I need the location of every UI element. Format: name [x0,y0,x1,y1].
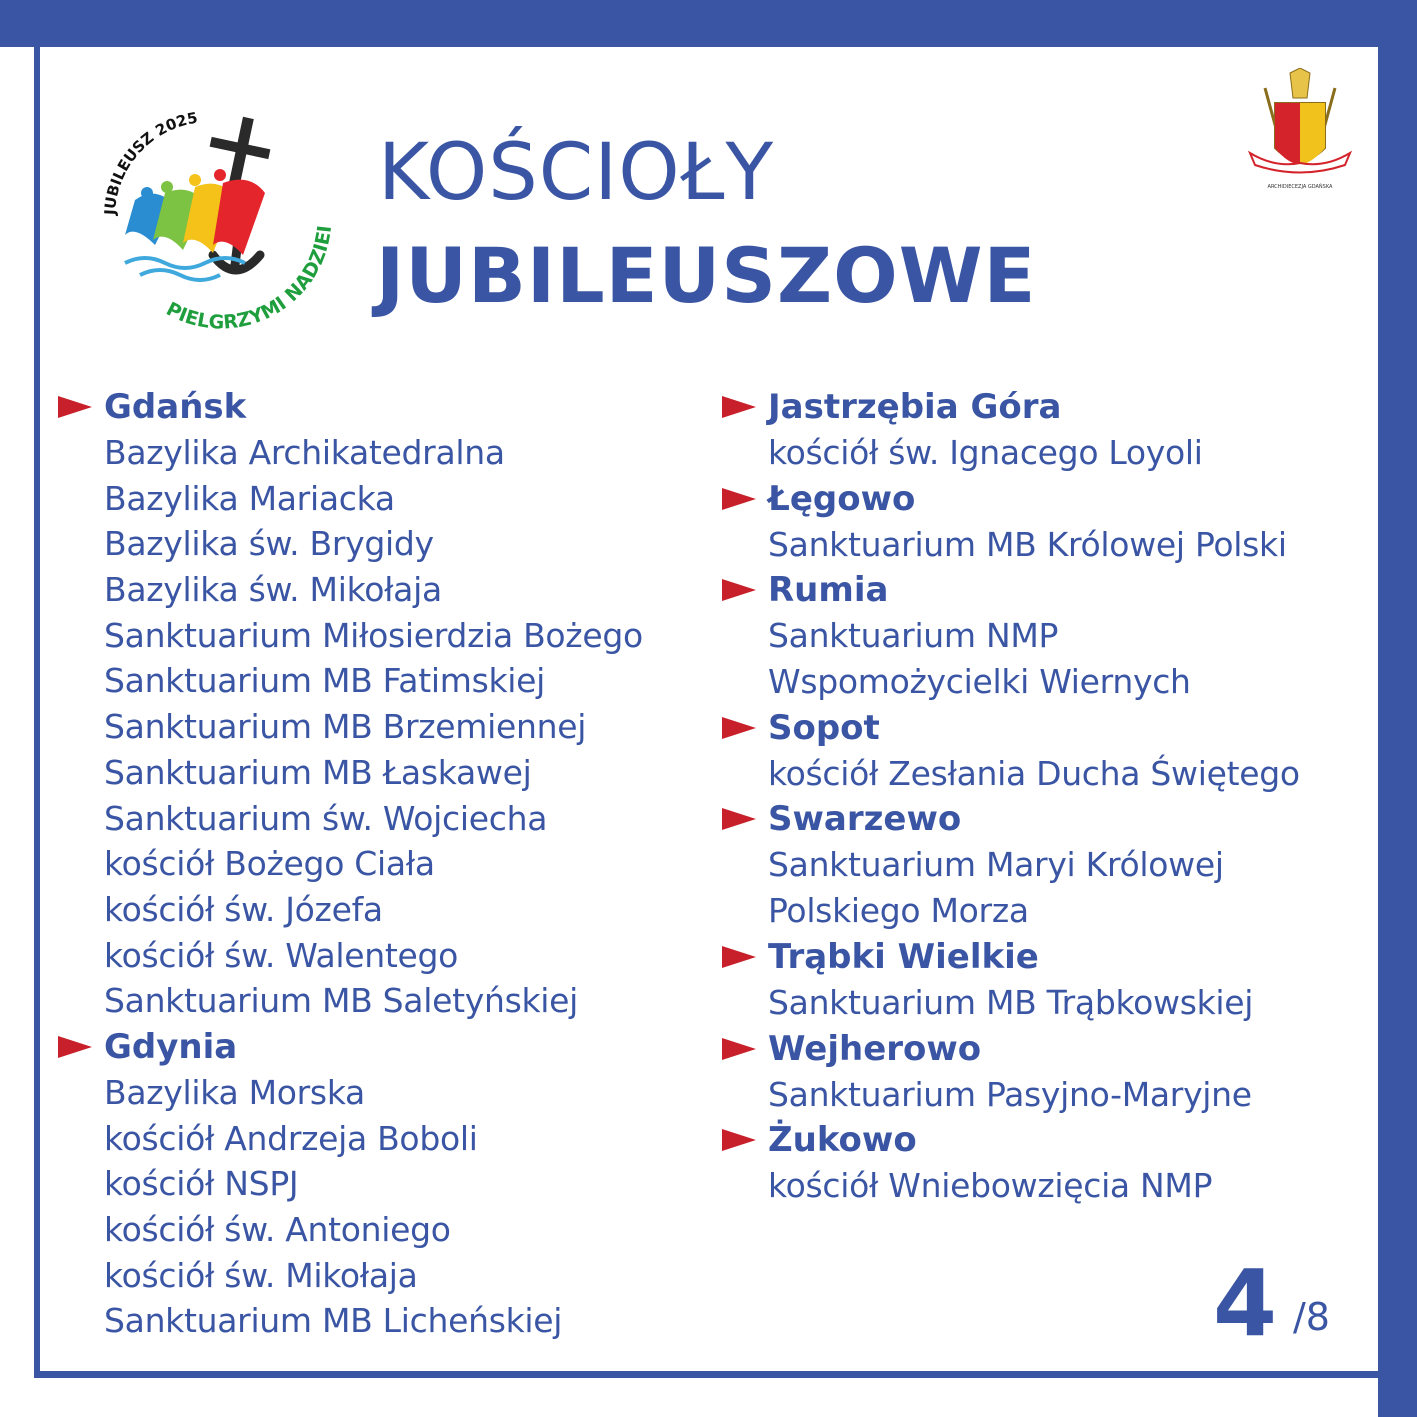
city-heading [58,1024,708,1070]
arrow-right-icon [722,488,756,510]
list-item: Sanktuarium MB Brzemiennej [104,707,587,747]
logo-top-text: JUBILEUSZ 2025 [100,108,199,216]
list-item: Bazylika Archikatedralna [104,433,505,472]
city-name: Sopot [768,707,880,748]
arrow-right-icon [58,1036,92,1058]
list-item: Sanktuarium Miłosierdzia Bożego [104,615,643,655]
arrow-right-icon [722,1129,756,1151]
left-column [58,384,708,1344]
arrow-right-icon [58,396,92,418]
city-heading [722,1117,1372,1163]
city-heading [722,934,1372,980]
list-item: Bazylika św. Brygidy [104,524,434,564]
city-name: Gdynia [104,1026,238,1067]
page-number-total: /8 [1293,1295,1330,1339]
jubilee-logo-icon [95,105,340,340]
list-item: kościół św. Walentego [104,935,459,975]
arrow-right-icon [722,808,756,830]
list-item: Sanktuarium MB Trąbkowskiej [768,982,1254,1022]
frame-bottom [34,1371,1379,1378]
list-item: kościół Wniebowzięcia NMP [768,1166,1213,1206]
list-item: kościół św. Antoniego [104,1210,451,1249]
city-name: Gdańsk [104,387,247,427]
city-name: Swarzewo [768,799,962,840]
page-title-line1: KOŚCIOŁY [378,128,775,218]
list-item: kościół św. Mikołaja [104,1255,418,1295]
city-heading [58,384,708,430]
list-item: Bazylika Morska [104,1072,365,1112]
list-item: kościół NSPJ [104,1164,299,1204]
list-item: Sanktuarium MB Licheńskiej [104,1301,563,1341]
list-item: kościół św. Józefa [104,889,383,929]
list-item: kościół Bożego Ciała [104,844,435,884]
list-item: Polskiego Morza [768,891,1029,931]
city-heading [722,567,1372,613]
list-item: Sanktuarium MB Łaskawej [104,752,532,792]
list-item: Wspomożycielki Wiernych [768,662,1191,702]
list-item: kościół Andrzeja Boboli [104,1118,478,1158]
city-heading [722,1026,1372,1072]
frame-left [34,47,40,1377]
list-item: Bazylika św. Mikołaja [104,570,442,610]
list-item: Sanktuarium MB Królowej Polski [768,524,1287,564]
arrow-right-icon [722,717,756,739]
city-name: Wejherowo [768,1028,982,1069]
page-title-line2: JUBILEUSZOWE [376,231,1037,320]
list-item: Sanktuarium Maryi Królowej [768,845,1224,885]
arrow-right-icon [722,946,756,968]
list-item: Sanktuarium Pasyjno-Maryjne [768,1074,1252,1114]
page-number-current: 4 [1213,1250,1278,1357]
city-name: Łęgowo [768,478,916,519]
city-name: Żukowo [768,1120,917,1161]
city-heading [722,705,1372,751]
list-item: Bazylika Mariacka [104,478,395,518]
city-name: Rumia [768,570,889,611]
frame-top [0,0,1417,47]
city-name: Trąbki Wielkie [768,936,1039,977]
frame-right [1378,0,1417,1417]
list-item: kościół św. Ignacego Loyoli [768,433,1203,472]
arrow-right-icon [722,1038,756,1060]
list-item: Sanktuarium NMP [768,616,1059,656]
list-item: kościół Zesłania Ducha Świętego [768,753,1300,793]
list-item: Sanktuarium MB Fatimskiej [104,661,546,701]
city-heading [722,476,1372,522]
coat-of-arms-icon [1245,68,1355,198]
logo-bottom-text: PIELGRZYMI NADZIEI [162,224,337,334]
right-column [722,384,1372,1209]
city-name: Jastrzębia Góra [768,387,1062,427]
list-item: Sanktuarium MB Saletyńskiej [104,981,579,1021]
arrow-right-icon [722,396,756,418]
city-heading [722,384,1372,430]
city-heading [722,796,1372,842]
arrow-right-icon [722,579,756,601]
coat-of-arms-text: ARCHIDIECEZJA GDAŃSKA [1267,184,1333,190]
list-item: Sanktuarium św. Wojciecha [104,798,548,838]
